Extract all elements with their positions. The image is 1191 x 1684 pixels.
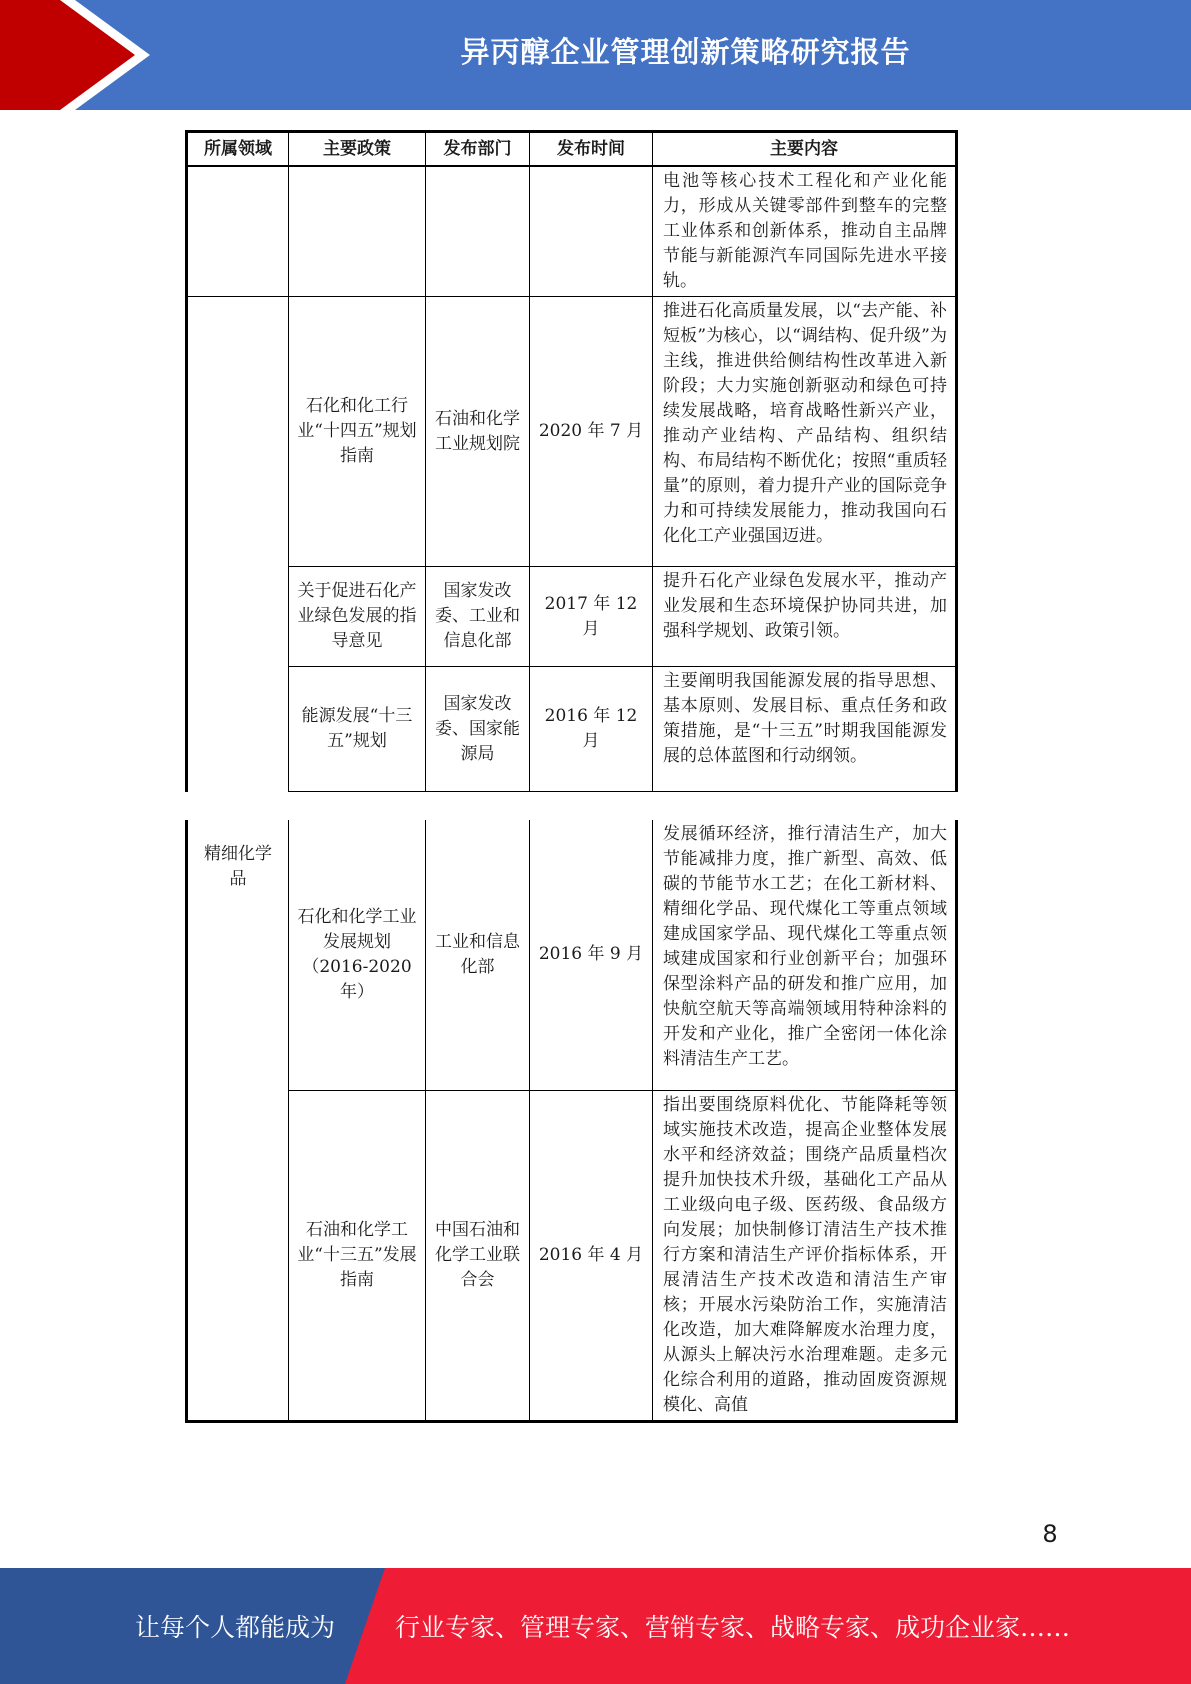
cell-department: 国家发改委、国家能源局 [426,667,530,792]
cell-date [530,166,653,297]
cell-content: 指出要围绕原料优化、节能降耗等领域实施技术改造，提高企业整体发展水平和经济效益；围绕产品质量档次提升加快技术升级，基础化工产品从工业级向电子级、医药级、食品级方向发展；加快制修订清洁生产技术推行方案和清洁生产评价指标体系，开展清洁生产技术改造和清洁生产审核；开展水污染防治工作，实施清洁化改造，加大难降解废水治理力度，从源头上解决污水治理难题。走多元化综合利用的道路，推动固废资源规模化、高值 [653,1090,957,1421]
table-row [187,567,957,667]
policy-table-part-1 [185,130,958,792]
cell-policy: 关于促进石化产业绿色发展的指导意见 [289,567,426,667]
table-row [187,166,957,297]
cell-department [426,166,530,297]
column-header-department: 发布部门 [426,132,530,167]
table-header-row [187,132,957,167]
cell-policy [289,166,426,297]
cell-content: 推进石化高质量发展，以“去产能、补短板”为核心，以“调结构、促升级”为主线，推进供给侧结构性改革进入新阶段；大力实施创新驱动和绿色可持续发展战略，培育战略性新兴产业，推动产业结构、产品结构、组织结构、布局结构不断优化；按照“重质轻量”的原则，着力提升产业的国际竞争力和可持续发展能力，推动我国向石化化工产业强国迈进。 [653,297,957,567]
table-row [187,1090,957,1421]
cell-policy: 石化和化工行业“十四五”规划指南 [289,297,426,567]
table-row [187,667,957,792]
cell-policy: 能源发展“十三五”规划 [289,667,426,792]
report-title: 异丙醇企业管理创新策略研究报告 [460,34,911,69]
column-header-date: 发布时间 [530,132,653,167]
page-footer [0,1568,1191,1684]
cell-content: 提升石化产业绿色发展水平，推动产业发展和生态环境保护协同共进，加强科学规划、政策引领。 [653,567,957,667]
footer-slogan-right: 行业专家、管理专家、营销专家、战略专家、成功企业家…… [395,1613,1071,1642]
cell-policy: 石油和化学工业“十三五”发展指南 [289,1090,426,1421]
cell-content: 电池等核心技术工程化和产业化能力，形成从关键零部件到整车的完整工业体系和创新体系，推动自主品牌节能与新能源汽车同国际先进水平接轨。 [653,166,957,297]
cell-department: 石油和化学工业规划院 [426,297,530,567]
cell-date: 2017 年 12 月 [530,567,653,667]
cell-department: 国家发改委、工业和信息化部 [426,567,530,667]
page-number: 8 [1042,1520,1058,1548]
table-row [187,297,957,567]
cell-date: 2016 年 9 月 [530,820,653,1090]
footer-slogan-left: 让每个人都能成为 [134,1613,335,1642]
cell-field [187,297,289,567]
cell-field [187,567,289,667]
cell-field [187,667,289,792]
cell-department: 工业和信息化部 [426,820,530,1090]
header-chevron-graphic [0,0,160,110]
column-header-field: 所属领域 [187,132,289,167]
cell-date: 2020 年 7 月 [530,297,653,567]
policy-table-part-2 [185,820,958,1423]
cell-date: 2016 年 4 月 [530,1090,653,1421]
cell-field: 精细化学品 [187,820,289,1421]
cell-content: 发展循环经济，推行清洁生产，加大节能减排力度，推广新型、高效、低碳的节能节水工艺；在化工新材料、精细化学品、现代煤化工等重点领域建成国家学品、现代煤化工等重点领域建成国家和行业创新平台；加强环保型涂料产品的研发和推广应用，加快航空航天等高端领域用特种涂料的开发和产业化，推广全密闭一体化涂料清洁生产工艺。 [653,820,957,1090]
cell-content: 主要阐明我国能源发展的指导思想、基本原则、发展目标、重点任务和政策措施，是“十三五”时期我国能源发展的总体蓝图和行动纲领。 [653,667,957,792]
cell-department: 中国石油和化学工业联合会 [426,1090,530,1421]
page-header [0,0,1191,110]
column-header-policy: 主要政策 [289,132,426,167]
cell-field [187,166,289,297]
cell-policy: 石化和化学工业发展规划（2016-2020 年） [289,820,426,1090]
column-header-content: 主要内容 [653,132,957,167]
cell-date: 2016 年 12 月 [530,667,653,792]
table-row [187,820,957,1090]
